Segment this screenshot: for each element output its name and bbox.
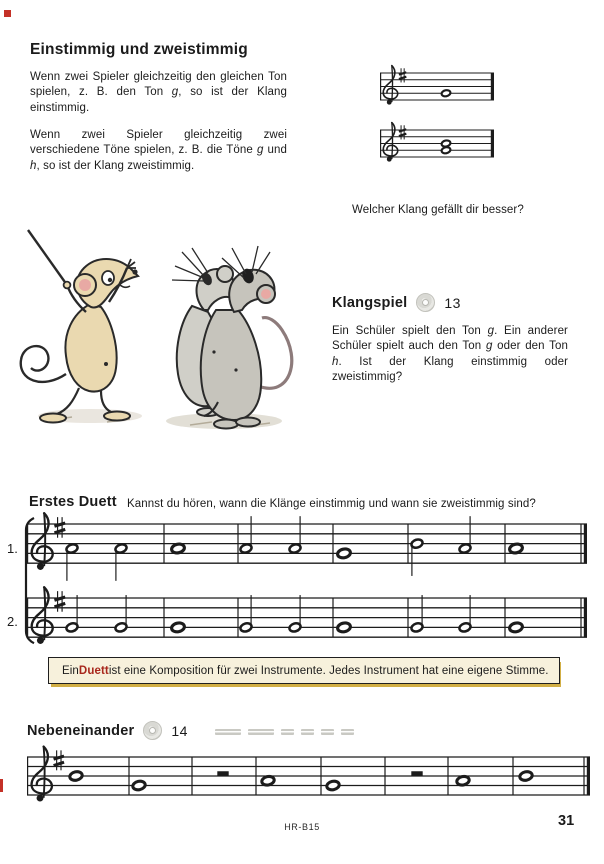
- music-notation-svg: [4, 512, 604, 648]
- faded-print-dashes: [215, 729, 354, 735]
- text-segment: ist eine Komposition für zwei Instrumente. Jedes Instrument hat eine eigene Stimme.: [108, 664, 549, 677]
- music-notation-svg: [4, 745, 604, 803]
- faded-dash: [341, 729, 354, 735]
- text-segment: g: [171, 86, 179, 99]
- klangspiel-paragraph: [332, 324, 568, 385]
- music-example-zweistimmig: [372, 117, 502, 177]
- text-segment: g: [487, 325, 495, 337]
- text-segment: g: [485, 340, 493, 353]
- cd-hole: [149, 727, 156, 734]
- faded-dash: [281, 729, 294, 735]
- text-segment: h: [30, 159, 37, 172]
- text-segment: . Ist der Klang einstimmig oder zweistimmig?: [332, 355, 568, 383]
- duett-definition-box: [48, 657, 560, 684]
- duet-line-1-label: 1.: [7, 541, 18, 556]
- page-number: 31: [558, 813, 575, 829]
- neben-title: Nebeneinander: [27, 722, 135, 739]
- faded-dash: [215, 729, 241, 735]
- duett-title: Erstes Duett: [29, 494, 117, 510]
- red-edge-mark: [0, 779, 3, 792]
- klangspiel-heading-row: [332, 293, 461, 312]
- text-segment: , so ist der Klang zweistimmig.: [36, 159, 195, 172]
- singing-mice: [172, 246, 292, 429]
- mice-illustration: [12, 228, 304, 438]
- music-notation-svg: [372, 117, 502, 172]
- text-segment: Ein: [62, 664, 79, 677]
- cd-hole: [422, 299, 429, 306]
- klangspiel-title: Klangspiel: [332, 294, 408, 311]
- text-segment: oder den Ton: [492, 340, 568, 353]
- intro-paragraph-1: [30, 70, 287, 116]
- footer-code: HR-B15: [284, 822, 320, 832]
- text-segment: und: [263, 144, 287, 157]
- klangspiel-track-number: 13: [444, 294, 461, 311]
- faded-dash: [301, 729, 314, 735]
- duett-question: Kannst du hören, wann die Klänge einstimmig und wann sie zweistimmig sind?: [127, 498, 536, 510]
- question-text: Welcher Klang gefällt dir besser?: [352, 204, 524, 216]
- text-segment: Wenn zwei Spieler gleichzeitig zwei verschiedene Töne spielen, z. B. die Töne: [30, 129, 287, 157]
- faded-dash: [248, 729, 274, 735]
- text-segment: . Ein anderer Schüler spielt auch den Ton: [332, 325, 568, 353]
- red-corner-mark: [4, 10, 11, 17]
- neben-track-number: 14: [171, 722, 188, 739]
- cd-icon: [416, 293, 435, 312]
- text-segment: , so ist der Klang einstimmig.: [30, 86, 287, 114]
- duet-line-2-label: 2.: [7, 614, 18, 629]
- music-example-einstimmig: [372, 60, 502, 120]
- conductor-mouse: [21, 230, 138, 423]
- text-segment: h: [332, 355, 339, 368]
- intro-paragraph-2: [30, 128, 287, 174]
- neben-heading-row: [27, 721, 354, 740]
- page-title: Einstimmig und zweistimmig: [30, 41, 248, 58]
- duet-music-system: [4, 512, 604, 653]
- neben-music-system: [4, 745, 604, 808]
- text-segment: Ein Schüler spielt den Ton: [332, 325, 488, 337]
- text-segment: g: [256, 144, 264, 157]
- faded-dash: [321, 729, 334, 735]
- cd-icon: [143, 721, 162, 740]
- text-segment: Duett: [78, 664, 109, 677]
- mice-drawing: [12, 228, 304, 433]
- text-segment: Wenn zwei Spieler gleichzeitig den gleichen Ton spielen, z. B. den Ton: [30, 71, 287, 99]
- music-notation-svg: [372, 60, 502, 115]
